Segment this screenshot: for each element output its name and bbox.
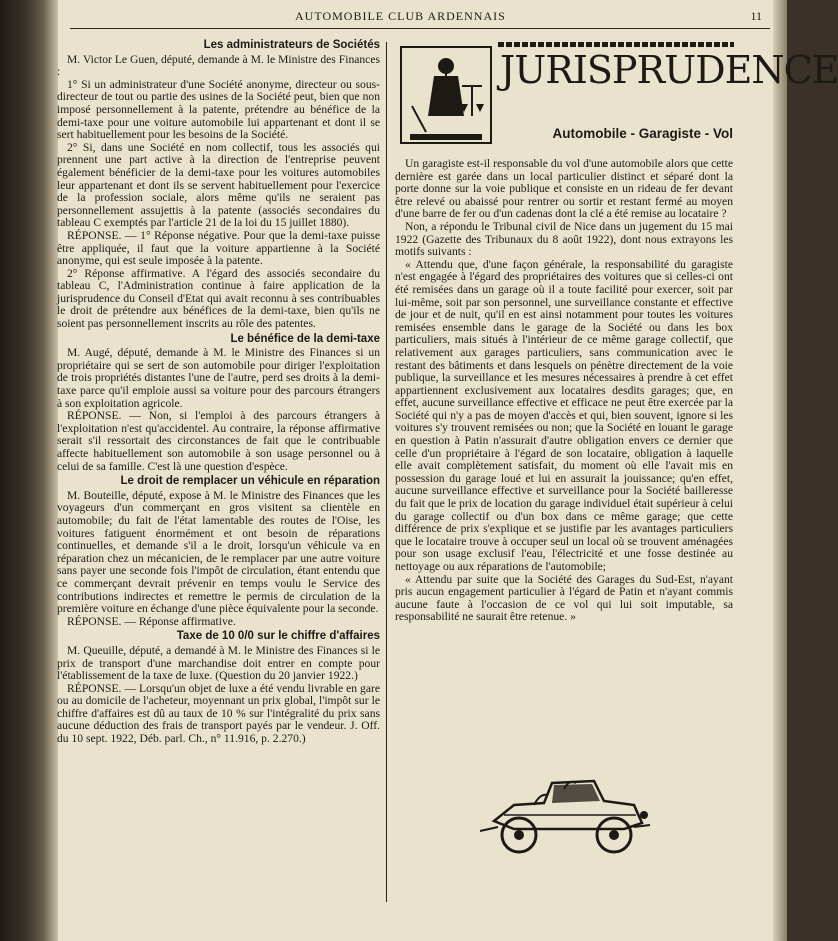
- left-column: [57, 37, 380, 746]
- section-demi-taxe: [57, 333, 380, 474]
- column-divider: [386, 42, 387, 902]
- running-title: AUTOMOBILE CLUB ARDENNAIS: [295, 9, 506, 23]
- section-administrateurs: [57, 39, 380, 331]
- paragraph: M. Queuille, député, a demandé à M. le Ministre des Finances si le prix de transport d'une marchandise doit entrer en compte pour l'établissement de la taxe de luxe. (Question du 20 janvier 1922.): [57, 643, 380, 683]
- paragraph: RÉPONSE. — Réponse affirmative.: [67, 614, 236, 628]
- section-heading: Taxe de 10 0/0 sur le chiffre d'affaires: [176, 630, 380, 643]
- right-column: [395, 158, 733, 624]
- paragraph: « Attendu par suite que la Société des Garages du Sud-Est, n'ayant pris aucun engagement particulier à l'égard de Patin et n'ayant commis aucune faute à l'occasion de ce vol qui lui soit imputable, sa responsabilité ne saurait être retenue. »: [395, 572, 733, 624]
- paragraph: « Attendu que, d'une façon générale, la responsabilité du garagiste n'est engagée à l'égard des propriétaires des voitures que si celles-ci ont été remisées dans un garage où il a toute facilité pour exercer, soit par lui-même, soit par son personnel, une surveillance constante et effective de jour et de nuit, qu'il en est ainsi notamment pour toutes les voitures remisées ensemble dans le garage de la Société ou dans les box particuliers, mais situés à l'intérieur de ce même garage collectif, que relativement aux garages particuliers, sans communication avec le restant des bâtiments et dans lesquels on pénètre directement de la voie publique, la surveillance et les mesures nécessaires à prendre à cet effet appartiennent exclusivement aux locataires desdits garages; que, en effet, aucune surveillance effective et efficace ne peut être exercée par la Société qui n'y a pas de moyen d'accès et qui, bien souvent, ignore si les voitures s'y trouvent remisées ou non; que la Société en louant le garage en question à Patin n'assurait d'autre obligation envers ce dernier que celle d'un propriétaire à l'égard de son locataire, obligation à laquelle elle avait complètement satisfait, du moment où elle l'avait mis en possession du garage loué et lui en assurait la jouissance; qu'en effet, aucune surveillance effective et surveillance pour la Société bailleresse du fait que le prix de location du garage individuel était supérieur à celui du garage collectif ou d'un box dans ce même garage; que cette différence de prix s'explique et se justifie par les avantages particuliers que le locataire trouve à occuper seul un local où se trouvent aménagées pour son usage exclusif l'eau, l'électricité et une fosse destinée au nettoyage ou aux réparations de l'automobile;: [395, 257, 733, 573]
- masthead-rule: [498, 42, 734, 47]
- paragraph: 2° Réponse affirmative. A l'égard des associés secondaire du tableau C, l'Administration continue à faire application de la jurisprudence du Conseil d'Etat qui avait reconnu à ses contribuables le droit de prétendre aux bénéfices de la demi-taxe, bien qu'ils ne soient pas personnellement inscrits au rôle des patentes.: [57, 266, 380, 331]
- vintage-car-icon: [474, 765, 654, 861]
- paragraph: RÉPONSE. — 1° Réponse négative. Pour que la demi-taxe puisse être appliquée, il faut que la voiture appartienne à la Société anonyme, qui est seule imposée à la patente.: [57, 228, 380, 268]
- paragraph: Non, a répondu le Tribunal civil de Nice dans un jugement du 15 mai 1922 (Gazette des Tribunaux du 8 août 1922), dont nous extrayons les motifs suivants :: [395, 219, 733, 259]
- paragraph: Un garagiste est-il responsable du vol d'une automobile alors que cette dernière est garée dans un local particulier distinct et séparé dont la porte donne sur la voie publique et consiste en un rideau de fer devant être relevé ou abaissé pour rentrer ou sortir et restant fermé au moyen d'une barre de fer ou d'un cadenas dont la clé a été remise au locataire ?: [395, 157, 733, 221]
- running-header: [70, 6, 770, 29]
- paragraph: M. Victor Le Guen, député, demande à M. le Ministre des Finances :: [57, 52, 380, 79]
- paragraph: RÉPONSE. — Non, si l'emploi à des parcours étrangers à l'exploitation n'est qu'accidentel. Au contraire, la réponse affirmative serait s'il ressortait des circonstances de fait que le contribuable affecte habituellement son automobile à son usage personnel ou à celui de sa famille. C'est là une question d'espèce.: [57, 409, 380, 473]
- page-edge: [773, 0, 787, 941]
- book-binding: [0, 0, 58, 941]
- section-heading: Les administrateurs de Sociétés: [203, 39, 380, 51]
- section-heading: Le bénéfice de la demi-taxe: [230, 332, 380, 345]
- paragraph: RÉPONSE. — Lorsqu'un objet de luxe a été vendu livrable en gare ou au domicile de l'acheteur, moyennant un prix global, l'impôt sur le chiffre d'affaires est dû au taux de 10 % sur l'intégralité du prix sans aucune déduction des frais de transport payés par le vendeur. J. Off. du 10 sept. 1922, Déb. parl. Ch., n° 11.916, p. 2.270.): [57, 681, 380, 746]
- masthead-title: JURISPRUDENCE: [500, 48, 838, 92]
- paragraph: 1° Si un administrateur d'une Société anonyme, directeur ou sous-directeur de tout ou partie des usines de la Société peut, bien que non imposé personnellement à la patente, prétendre au bénéfice de la demi-taxe pour une voiture automobile lui appartenant et dont il se sert habituellement pour les besoins de la Société.: [57, 77, 380, 142]
- justice-figure-icon: [400, 46, 492, 144]
- jurisprudence-masthead: [400, 42, 838, 148]
- section-taxe-chiffre-affaires: [57, 630, 380, 745]
- paragraph: 2° Si, dans une Société en nom collectif, tous les associés qui prennent une part active à la direction de l'entreprise peuvent également bénéficier de la demi-taxe pour les voitures automobiles leur appartenant et dont ils se servent habituellement pour l'exercice de la profession sociale, alors même qu'ils ne seraient pas personnellement assujettis à la patente (associés secondaires du tableau C exemptés par l'article 21 de la loi du 15 juillet 1880).: [57, 140, 380, 230]
- paragraph: M. Augé, député, demande à M. le Ministre des Finances si un propriétaire qui se sert de son automobile pour diriger l'exploitation de trois propriétés distantes l'une de l'autre, perd ses droits à la demi-taxe parce qu'il emploie aussi sa voiture pour des parcours étrangers à son exploitation agricole.: [57, 346, 380, 410]
- section-subheading: Automobile - Garagiste - Vol: [552, 126, 733, 141]
- section-remplacer-vehicule: [57, 475, 380, 628]
- page-number: 11: [750, 9, 762, 23]
- paragraph: M. Bouteille, député, expose à M. le Ministre des Finances que les voyageurs d'un commerçant en gros visitent sa clientèle en automobile; du fait de l'état lamentable des routes de l'Oise, les voitures fatiguent énormément et ont besoin de réparations continuelles, et demande s'il a le droit, lorsqu'un véhicule va en réparation chez un mécanicien, de le remplacer par une autre voiture sans payer une seconde fois l'impôt de circulation, étant entendu que ce commerçant devrait prévenir en temps voulu le Service des contributions indirectes et remettre le permis de circulation de la première voiture en échange d'une pièce équivalente pour la seconde.: [57, 488, 380, 616]
- section-heading: Le droit de remplacer un véhicule en réparation: [120, 475, 380, 488]
